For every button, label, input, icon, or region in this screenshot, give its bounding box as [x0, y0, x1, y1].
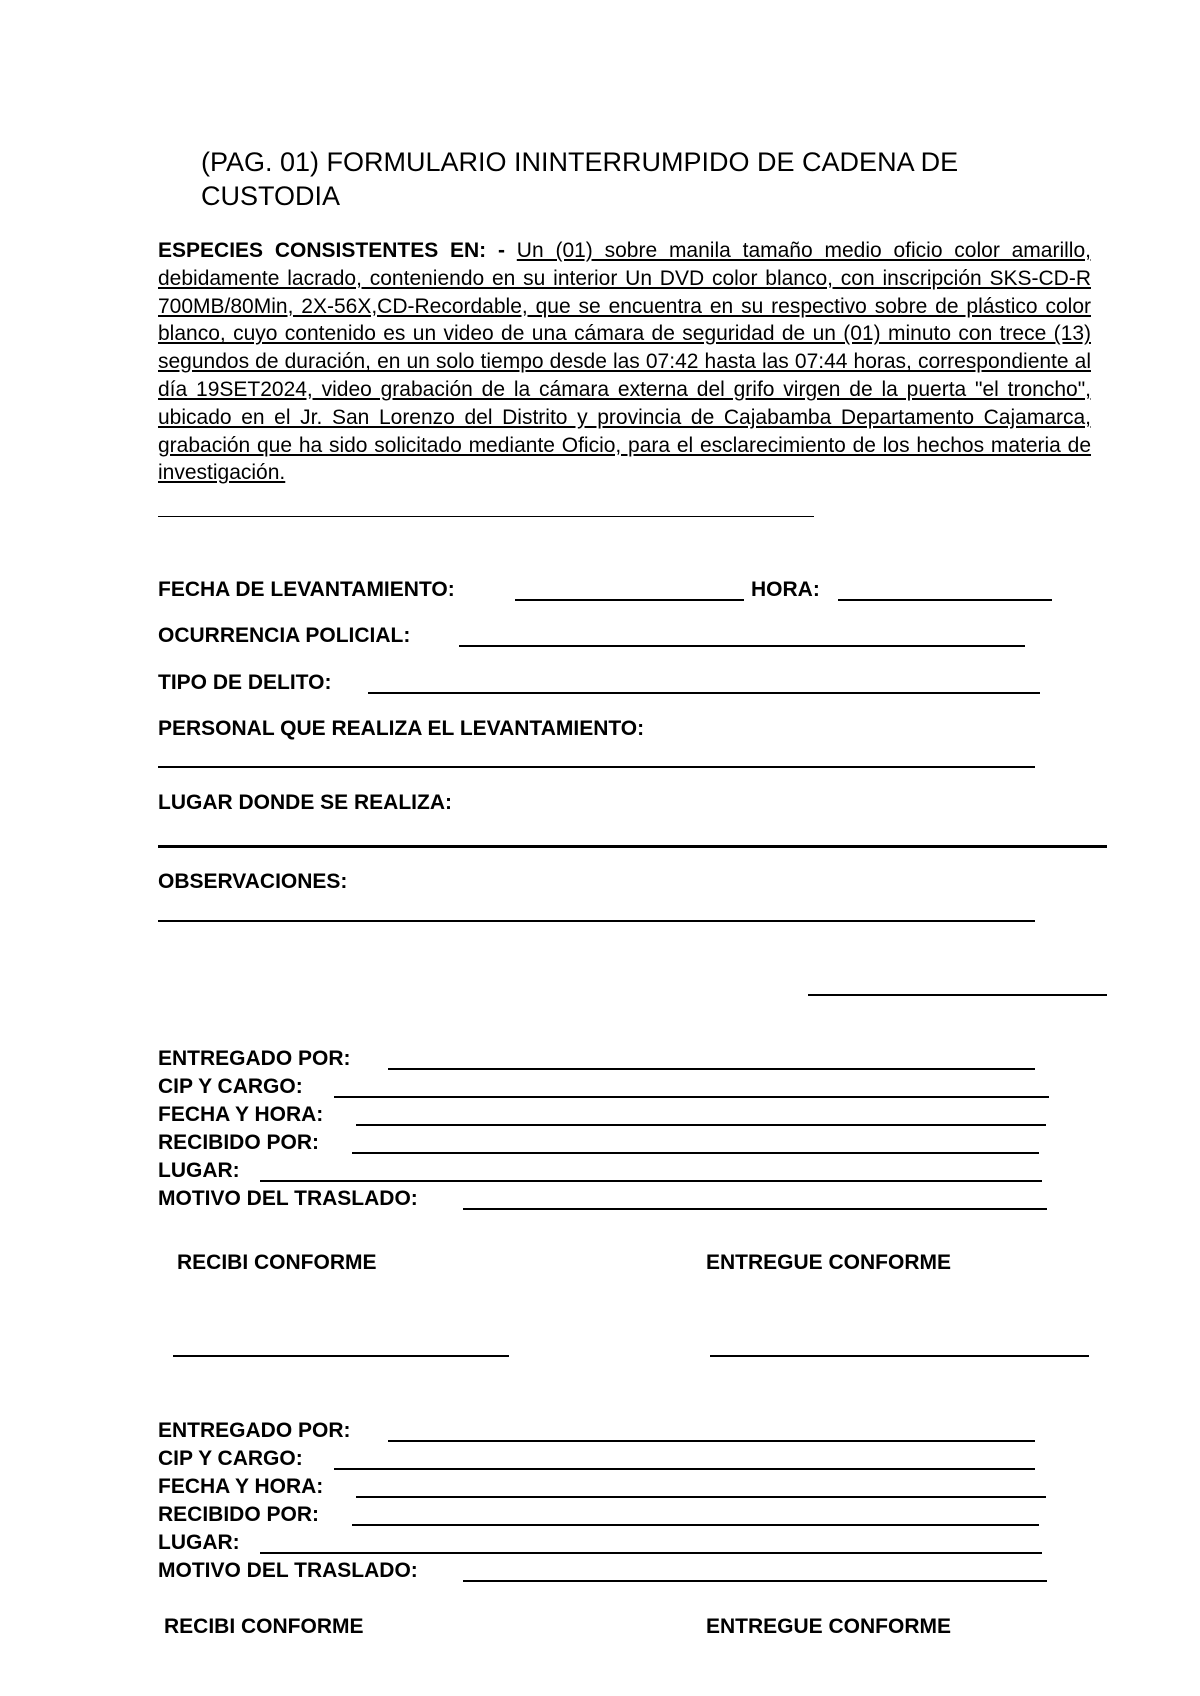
recibi-conforme-label-2: RECIBI CONFORME — [164, 1615, 364, 1638]
tipo-delito-label: TIPO DE DELITO: — [158, 671, 332, 694]
species-end-dash-line — [158, 516, 814, 517]
lugar-field-1[interactable] — [260, 1180, 1042, 1182]
recibido-por-label-1: RECIBIDO POR: — [158, 1131, 320, 1154]
lugar-label-1: LUGAR: — [158, 1159, 240, 1182]
observaciones-label: OBSERVACIONES: — [158, 870, 348, 893]
page-title: (PAG. 01) FORMULARIO ININTERRUMPIDO DE CADENA DE CUSTODIA — [201, 147, 959, 211]
species-label: ESPECIES CONSISTENTES EN: - — [158, 239, 505, 262]
recibido-por-field-1[interactable] — [352, 1152, 1039, 1154]
cip-cargo-field-2[interactable] — [334, 1468, 1035, 1470]
personal-levantamiento-field[interactable] — [158, 766, 1035, 768]
entregado-por-field-1[interactable] — [388, 1068, 1035, 1070]
fecha-hora-label-2: FECHA Y HORA: — [158, 1475, 324, 1498]
entregue-signature-line-1[interactable] — [710, 1355, 1089, 1357]
ocurrencia-policial-label: OCURRENCIA POLICIAL: — [158, 624, 411, 647]
species-paragraph — [158, 237, 1091, 487]
signature-line-right[interactable] — [808, 994, 1107, 996]
fecha-hora-field-1[interactable] — [356, 1124, 1046, 1126]
fecha-levantamiento-field[interactable] — [515, 599, 744, 601]
entregado-por-label-1: ENTREGADO POR: — [158, 1047, 351, 1070]
ocurrencia-policial-field[interactable] — [459, 645, 1025, 647]
lugar-label-2: LUGAR: — [158, 1531, 240, 1554]
fecha-levantamiento-label: FECHA DE LEVANTAMIENTO: — [158, 578, 455, 601]
entregue-conforme-label-1: ENTREGUE CONFORME — [706, 1251, 952, 1274]
fecha-hora-field-2[interactable] — [356, 1496, 1046, 1498]
lugar-field-2[interactable] — [260, 1552, 1042, 1554]
cip-cargo-field-1[interactable] — [334, 1096, 1049, 1098]
recibido-por-label-2: RECIBIDO POR: — [158, 1503, 320, 1526]
fecha-hora-label-1: FECHA Y HORA: — [158, 1103, 324, 1126]
motivo-traslado-label-1: MOTIVO DEL TRASLADO: — [158, 1187, 418, 1210]
entregado-por-label-2: ENTREGADO POR: — [158, 1419, 351, 1442]
hora-label: HORA: — [751, 578, 820, 601]
recibi-signature-line-1[interactable] — [173, 1355, 509, 1357]
lugar-realiza-label: LUGAR DONDE SE REALIZA: — [158, 791, 452, 814]
lugar-realiza-field[interactable] — [158, 845, 1107, 848]
cip-cargo-label-2: CIP Y CARGO: — [158, 1447, 303, 1470]
entregue-conforme-label-2: ENTREGUE CONFORME — [706, 1615, 952, 1638]
motivo-traslado-field-2[interactable] — [463, 1580, 1047, 1582]
hora-field[interactable] — [838, 599, 1052, 601]
observaciones-field[interactable] — [158, 920, 1035, 922]
personal-levantamiento-label: PERSONAL QUE REALIZA EL LEVANTAMIENTO: — [158, 717, 645, 740]
entregado-por-field-2[interactable] — [388, 1440, 1035, 1442]
recibi-conforme-label-1: RECIBI CONFORME — [177, 1251, 377, 1274]
tipo-delito-field[interactable] — [368, 692, 1040, 694]
motivo-traslado-label-2: MOTIVO DEL TRASLADO: — [158, 1559, 418, 1582]
recibido-por-field-2[interactable] — [352, 1524, 1039, 1526]
motivo-traslado-field-1[interactable] — [463, 1208, 1047, 1210]
cip-cargo-label-1: CIP Y CARGO: — [158, 1075, 303, 1098]
species-description: Un (01) sobre manila tamaño medio oficio color amarillo, debidamente lacrado, conteniendo en su interior Un DVD color blanco, con inscripción SKS-CD-R 700MB/80Min, 2X-56X,CD-Recordable, que se encuentra en su respectivo sobre de plástico color blanco, cuyo contenido es un video de una cámara de seguridad de un (01) minuto con trece (13) segundos de duración, en un solo tiempo desde las 07:42 hasta las 07:44 horas, correspondiente al día 19SET2024, video grabación de la cámara externa del grifo virgen de la puerta "el troncho", ubicado en el Jr. San Lorenzo del Distrito y provincia de Cajabamba Departamento Cajamarca, grabación que ha sido solicitado mediante Oficio, para el esclarecimiento de los hechos materia de investigación. — [158, 239, 1091, 485]
